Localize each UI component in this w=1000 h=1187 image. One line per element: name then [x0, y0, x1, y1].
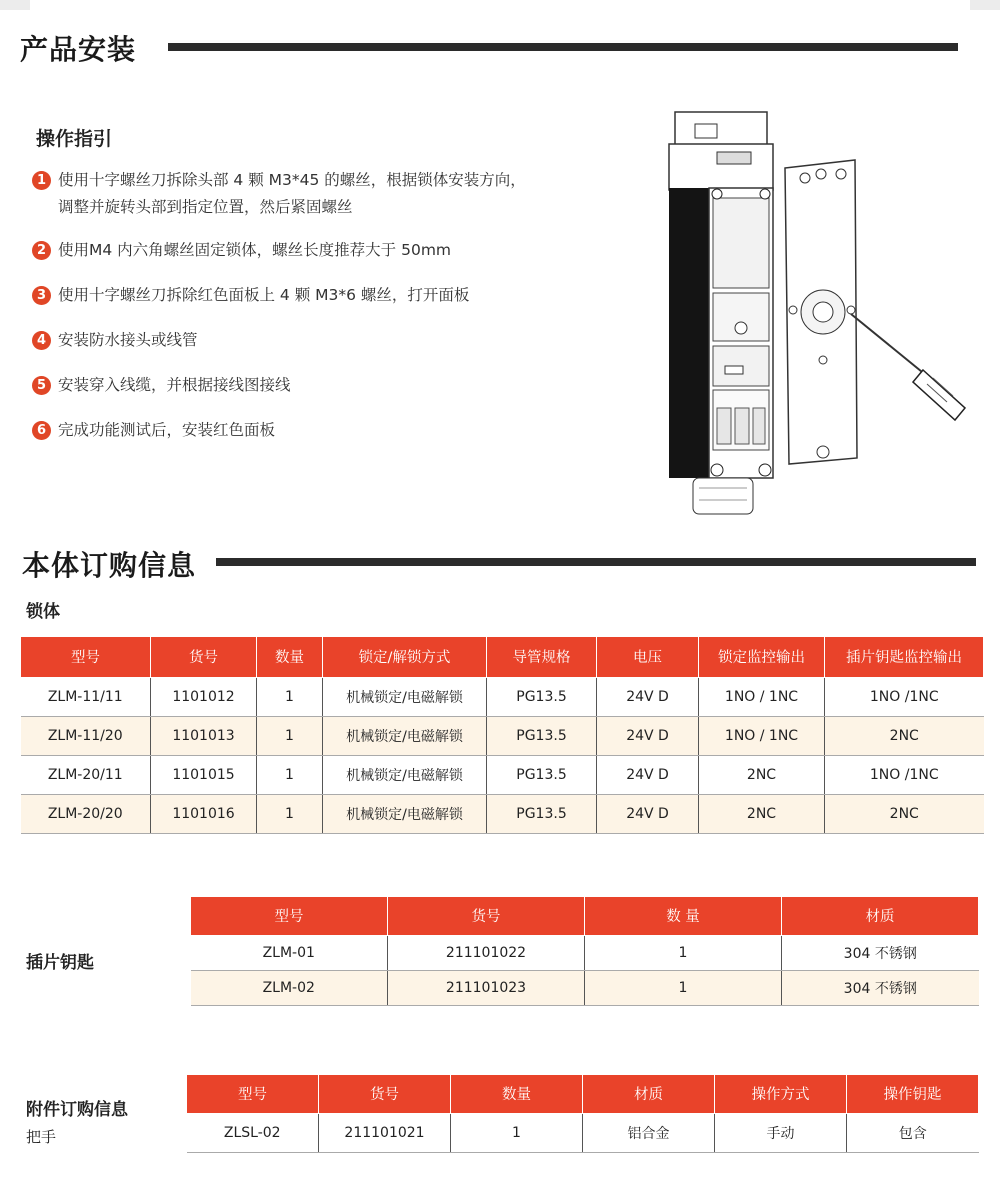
guide-title: 操作指引 — [36, 128, 113, 150]
table-cell: 2NC — [825, 716, 984, 755]
lock-table — [20, 637, 984, 834]
table-cell: ZLSL-02 — [187, 1113, 319, 1152]
table-cell: ZLM-11/20 — [21, 716, 151, 755]
table-cell: 1101016 — [151, 794, 257, 833]
table-cell: 机械锁定/电磁解锁 — [323, 677, 487, 716]
table-cell: 1 — [257, 716, 323, 755]
table-cell: 机械锁定/电磁解锁 — [323, 716, 487, 755]
acc-col-material: 材质 — [583, 1075, 715, 1113]
accessory-label: 附件订购信息 — [26, 1100, 128, 1120]
lock-col-model: 型号 — [21, 637, 151, 677]
lock-col-voltage: 电压 — [597, 637, 699, 677]
table-cell: 机械锁定/电磁解锁 — [323, 794, 487, 833]
key-table-header — [191, 897, 979, 935]
top-left-edge — [0, 0, 30, 10]
table-cell: 1NO / 1NC — [699, 677, 825, 716]
table-cell: 211101022 — [388, 935, 585, 970]
lock-col-key-output: 插片钥匙监控输出 — [825, 637, 984, 677]
table-row — [21, 677, 984, 716]
table-row — [187, 1113, 979, 1152]
table-cell: PG13.5 — [487, 716, 597, 755]
step-3-text: 使用十字螺丝刀拆除红色面板上 4 颗 M3*6 螺丝，打开面板 — [58, 286, 470, 304]
table-row — [21, 794, 984, 833]
table-cell: 211101021 — [319, 1113, 451, 1152]
table-cell: 1NO / 1NC — [699, 716, 825, 755]
table-cell: 24V D — [597, 794, 699, 833]
acc-col-model: 型号 — [187, 1075, 319, 1113]
step-2-number: 2 — [32, 241, 51, 260]
accessory-table — [186, 1075, 979, 1153]
step-6-text: 完成功能测试后，安装红色面板 — [58, 421, 276, 439]
ordering-section-rule — [216, 558, 976, 566]
step-1-number: 1 — [32, 171, 51, 190]
table-cell: 1 — [585, 935, 782, 970]
table-cell: 铝合金 — [583, 1113, 715, 1152]
table-cell: 1101012 — [151, 677, 257, 716]
product-illustration — [665, 108, 985, 528]
table-cell: 24V D — [597, 677, 699, 716]
handle-label: 把手 — [26, 1128, 57, 1146]
table-cell: ZLM-02 — [191, 970, 388, 1005]
lock-label: 锁体 — [26, 602, 60, 622]
install-section-rule — [168, 43, 958, 51]
table-cell: ZLM-01 — [191, 935, 388, 970]
table-cell: ZLM-11/11 — [21, 677, 151, 716]
table-cell: ZLM-20/11 — [21, 755, 151, 794]
table-cell: 包含 — [847, 1113, 979, 1152]
step-3 — [32, 282, 469, 309]
table-cell: 211101023 — [388, 970, 585, 1005]
step-5-number: 5 — [32, 376, 51, 395]
table-cell: 1 — [585, 970, 782, 1005]
install-section-title: 产品安装 — [20, 33, 137, 66]
table-cell: 304 不锈钢 — [782, 970, 979, 1005]
table-cell: PG13.5 — [487, 755, 597, 794]
table-cell: 2NC — [699, 755, 825, 794]
step-4 — [32, 327, 198, 354]
table-cell: PG13.5 — [487, 677, 597, 716]
lock-col-lock-mode: 锁定/解锁方式 — [323, 637, 487, 677]
table-row — [21, 755, 984, 794]
lock-col-qty: 数量 — [257, 637, 323, 677]
table-cell: ZLM-20/20 — [21, 794, 151, 833]
step-1 — [32, 167, 526, 221]
table-cell: 1 — [257, 677, 323, 716]
key-col-qty: 数 量 — [585, 897, 782, 935]
lock-col-item: 货号 — [151, 637, 257, 677]
key-col-item: 货号 — [388, 897, 585, 935]
key-label: 插片钥匙 — [26, 953, 94, 973]
key-col-material: 材质 — [782, 897, 979, 935]
step-5-text: 安装穿入线缆，并根据接线图接线 — [58, 376, 291, 394]
top-right-edge — [970, 0, 1000, 10]
accessory-table-header — [187, 1075, 979, 1113]
table-cell: 1 — [451, 1113, 583, 1152]
step-5 — [32, 372, 291, 399]
table-cell: 1 — [257, 794, 323, 833]
table-cell: 304 不锈钢 — [782, 935, 979, 970]
lock-col-lock-output: 锁定监控输出 — [699, 637, 825, 677]
step-1-text-line2: 调整并旋转头部到指定位置，然后紧固螺丝 — [58, 198, 353, 216]
key-col-model: 型号 — [191, 897, 388, 935]
ordering-section-title: 本体订购信息 — [22, 549, 197, 582]
table-row — [191, 970, 979, 1005]
step-2-text: 使用M4 内六角螺丝固定锁体，螺丝长度推荐大于 50mm — [58, 241, 452, 259]
step-4-text: 安装防水接头或线管 — [58, 331, 198, 349]
acc-col-item: 货号 — [319, 1075, 451, 1113]
step-3-number: 3 — [32, 286, 51, 305]
step-2 — [32, 237, 451, 264]
lock-table-header — [21, 637, 984, 677]
lock-col-conduit: 导管规格 — [487, 637, 597, 677]
table-cell: 手动 — [715, 1113, 847, 1152]
acc-col-operation: 操作方式 — [715, 1075, 847, 1113]
step-6-number: 6 — [32, 421, 51, 440]
table-cell: 24V D — [597, 755, 699, 794]
table-cell: 1101015 — [151, 755, 257, 794]
key-table — [190, 897, 979, 1006]
table-cell: 1101013 — [151, 716, 257, 755]
table-cell: 1 — [257, 755, 323, 794]
table-cell: 2NC — [699, 794, 825, 833]
acc-col-key: 操作钥匙 — [847, 1075, 979, 1113]
acc-col-qty: 数量 — [451, 1075, 583, 1113]
step-4-number: 4 — [32, 331, 51, 350]
table-row — [191, 935, 979, 970]
table-cell: 1NO /1NC — [825, 755, 984, 794]
table-cell: 24V D — [597, 716, 699, 755]
table-cell: 1NO /1NC — [825, 677, 984, 716]
table-cell: PG13.5 — [487, 794, 597, 833]
step-1-text: 使用十字螺丝刀拆除头部 4 颗 M3*45 的螺丝，根据锁体安装方向， — [58, 171, 526, 189]
table-row — [21, 716, 984, 755]
table-cell: 机械锁定/电磁解锁 — [323, 755, 487, 794]
table-cell: 2NC — [825, 794, 984, 833]
step-6 — [32, 417, 275, 444]
